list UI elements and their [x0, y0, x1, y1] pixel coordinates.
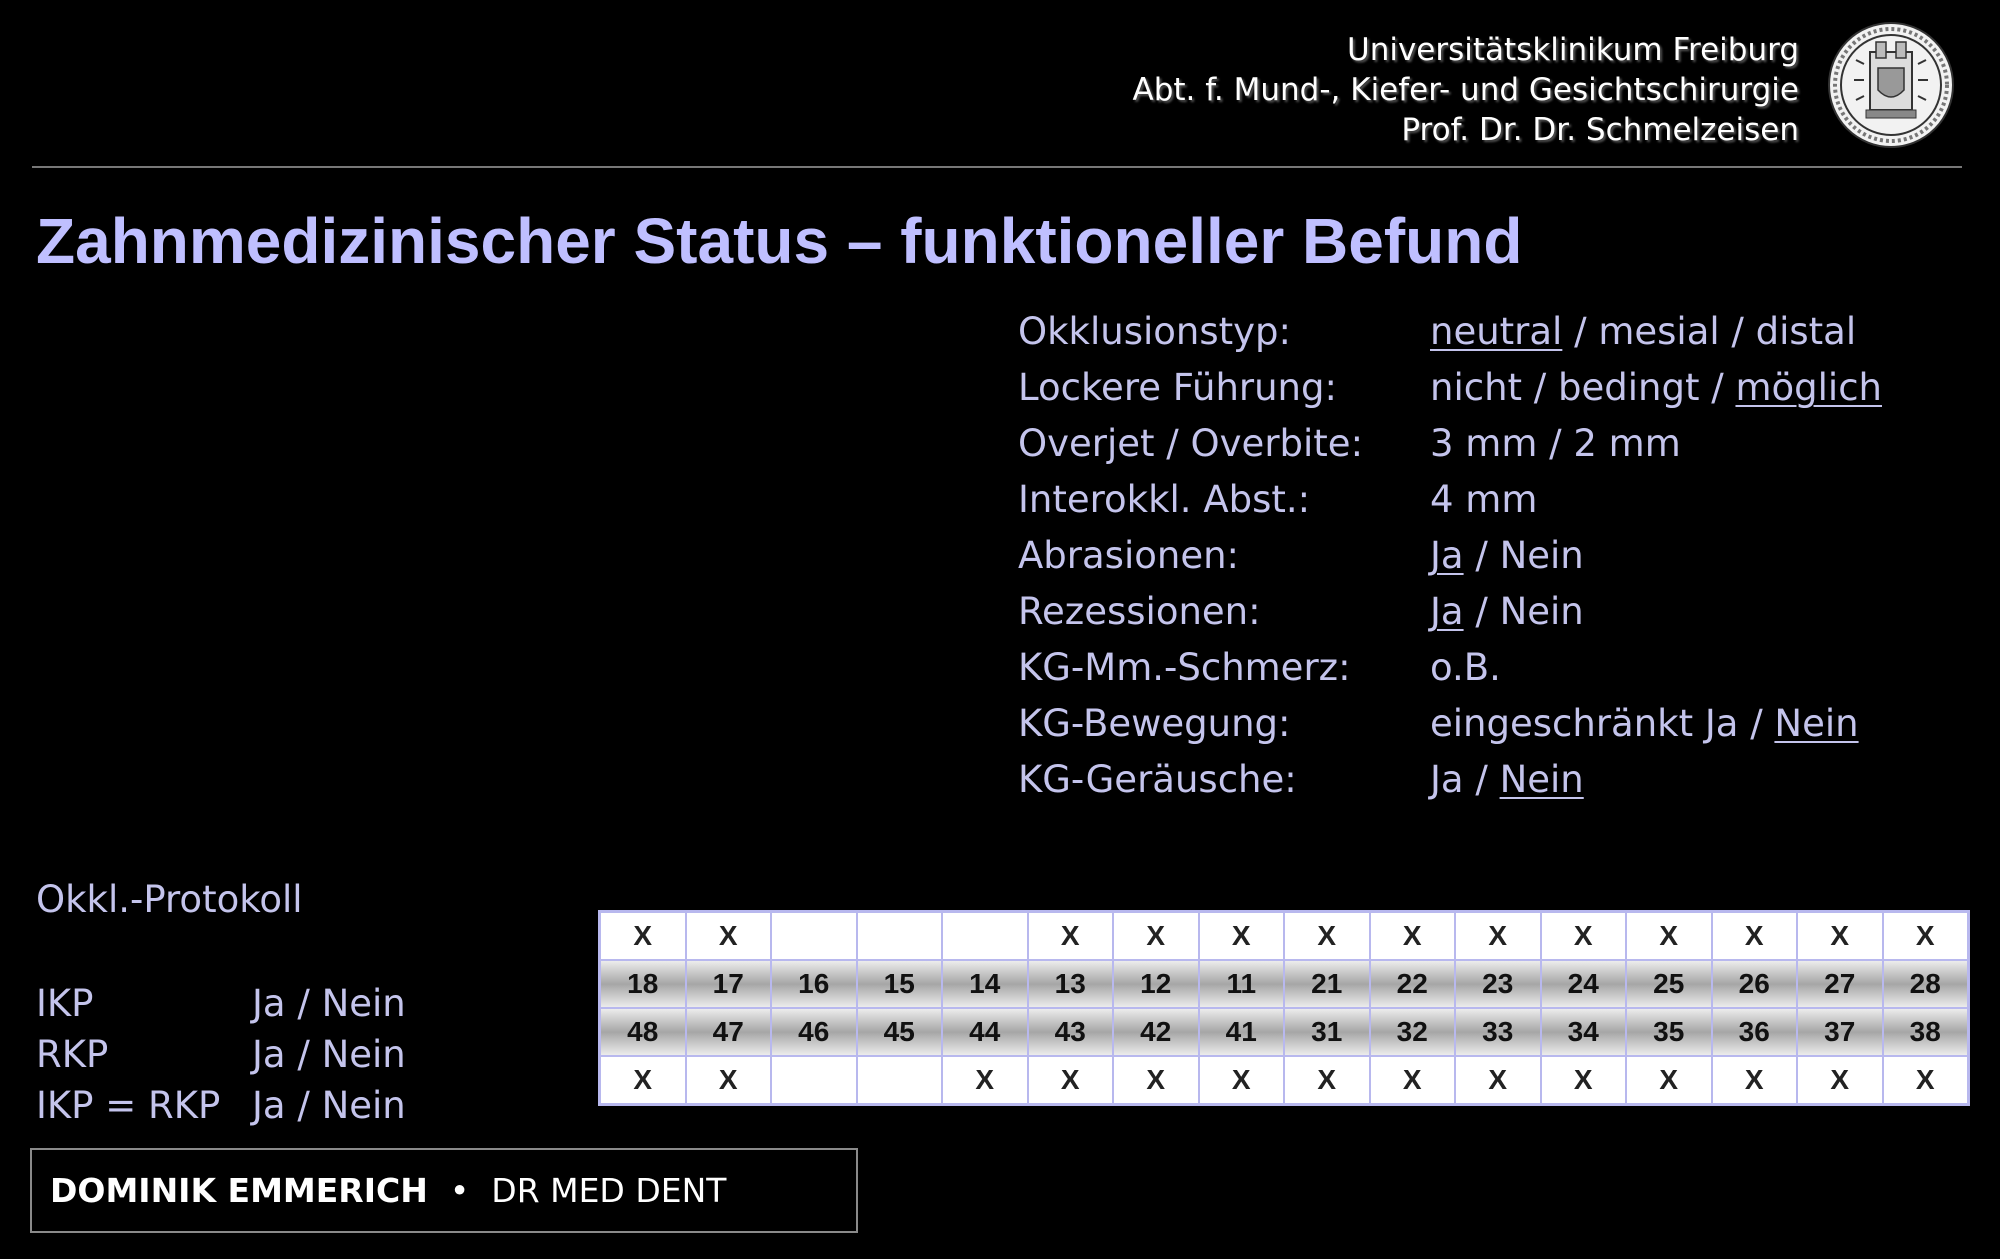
finding-label: Lockere Führung:: [1018, 366, 1337, 409]
upper-tooth-number: 13: [1028, 960, 1114, 1008]
finding-label: KG-Bewegung:: [1018, 702, 1291, 745]
upper-tooth-number: 14: [942, 960, 1028, 1008]
option-text: Ja /: [1430, 758, 1500, 801]
finding-label: Interokkl. Abst.:: [1018, 478, 1311, 521]
option-text: / mesial / distal: [1562, 310, 1857, 353]
ikp-row: [36, 978, 406, 1029]
upper-mark-cell: X: [1541, 912, 1627, 961]
finding-value: [1430, 584, 1584, 640]
finding-label: Rezessionen:: [1018, 590, 1261, 633]
lower-mark-cell: X: [1883, 1056, 1969, 1105]
author-degree: DR MED DENT: [491, 1171, 727, 1210]
lower-mark-cell: X: [1028, 1056, 1114, 1105]
okkl-protokoll-list: [36, 978, 406, 1131]
okkl-protokoll-title: Okkl.-Protokoll: [36, 878, 303, 921]
option-text: / Nein: [1463, 590, 1584, 633]
lower-tooth-number: 48: [600, 1008, 686, 1056]
author-name: DOMINIK EMMERICH: [50, 1171, 428, 1210]
finding-label: KG-Mm.-Schmerz:: [1018, 646, 1351, 689]
finding-row: [1018, 640, 1882, 696]
finding-value: [1430, 416, 1681, 472]
rkp-label: RKP: [36, 1033, 109, 1076]
lower-mark-cell: X: [600, 1056, 686, 1105]
option-text: o.B.: [1430, 646, 1501, 689]
lower-mark-cell: X: [1284, 1056, 1370, 1105]
lower-mark-cell: X: [1113, 1056, 1199, 1105]
upper-mark-cell: X: [1797, 912, 1883, 961]
selected-option: Ja: [1430, 590, 1464, 633]
lower-tooth-number: 41: [1199, 1008, 1285, 1056]
finding-label: Okklusionstyp:: [1018, 310, 1291, 353]
page-title: Zahnmedizinischer Status – funktioneller Befund: [36, 205, 1523, 277]
upper-tooth-number: 17: [686, 960, 772, 1008]
lower-tooth-number: 31: [1284, 1008, 1370, 1056]
teeth-row-upper-marks: [600, 912, 1969, 961]
footer-bullet: •: [449, 1171, 470, 1210]
lower-mark-cell: X: [1199, 1056, 1285, 1105]
lower-mark-cell: X: [1797, 1056, 1883, 1105]
author-footer: [30, 1148, 858, 1233]
lower-mark-cell: X: [1370, 1056, 1456, 1105]
rkp-value: Ja / Nein: [252, 1033, 406, 1076]
upper-tooth-number: 12: [1113, 960, 1199, 1008]
finding-value: [1430, 640, 1501, 696]
header-divider: [32, 166, 1962, 168]
option-text: / Nein: [1463, 534, 1584, 577]
upper-mark-cell: X: [686, 912, 772, 961]
lower-tooth-number: 47: [686, 1008, 772, 1056]
finding-row: [1018, 360, 1882, 416]
option-text: 3 mm / 2 mm: [1430, 422, 1681, 465]
lower-mark-cell: X: [942, 1056, 1028, 1105]
teeth-row-lower-marks: [600, 1056, 1969, 1105]
upper-mark-cell: [942, 912, 1028, 961]
upper-tooth-number: 24: [1541, 960, 1627, 1008]
teeth-occlusion-table: [598, 910, 1970, 1106]
ikp-value: Ja / Nein: [252, 982, 406, 1025]
lower-mark-cell: X: [686, 1056, 772, 1105]
upper-tooth-number: 22: [1370, 960, 1456, 1008]
lower-mark-cell: X: [1712, 1056, 1798, 1105]
finding-row: [1018, 696, 1882, 752]
lower-mark-cell: X: [1455, 1056, 1541, 1105]
rkp-row: [36, 1029, 406, 1080]
teeth-row-upper-numbers: [600, 960, 1969, 1008]
upper-mark-cell: X: [1370, 912, 1456, 961]
professor-name: Prof. Dr. Dr. Schmelzeisen: [1401, 112, 1799, 148]
upper-mark-cell: X: [1284, 912, 1370, 961]
upper-mark-cell: X: [1028, 912, 1114, 961]
upper-tooth-number: 21: [1284, 960, 1370, 1008]
lower-tooth-number: 42: [1113, 1008, 1199, 1056]
lower-tooth-number: 46: [771, 1008, 857, 1056]
finding-row: [1018, 752, 1882, 808]
upper-mark-cell: X: [1199, 912, 1285, 961]
lower-tooth-number: 43: [1028, 1008, 1114, 1056]
selected-option: Ja: [1430, 534, 1464, 577]
option-text: eingeschränkt Ja /: [1430, 702, 1775, 745]
upper-mark-cell: [771, 912, 857, 961]
upper-tooth-number: 27: [1797, 960, 1883, 1008]
lower-tooth-number: 45: [857, 1008, 943, 1056]
ikp-equals-rkp-label: IKP = RKP: [36, 1084, 221, 1127]
upper-tooth-number: 25: [1626, 960, 1712, 1008]
lower-tooth-number: 35: [1626, 1008, 1712, 1056]
ikp-equals-rkp-value: Ja / Nein: [252, 1084, 406, 1127]
finding-row: [1018, 584, 1882, 640]
ikp-equals-rkp-row: [36, 1080, 406, 1131]
upper-tooth-number: 15: [857, 960, 943, 1008]
lower-mark-cell: [771, 1056, 857, 1105]
lower-tooth-number: 34: [1541, 1008, 1627, 1056]
upper-mark-cell: X: [1455, 912, 1541, 961]
upper-tooth-number: 26: [1712, 960, 1798, 1008]
finding-label: Abrasionen:: [1018, 534, 1240, 577]
lower-mark-cell: X: [1626, 1056, 1712, 1105]
finding-row: [1018, 528, 1882, 584]
lower-tooth-number: 33: [1455, 1008, 1541, 1056]
selected-option: Nein: [1499, 758, 1584, 801]
upper-tooth-number: 16: [771, 960, 857, 1008]
finding-row: [1018, 416, 1882, 472]
finding-value: [1430, 360, 1882, 416]
finding-value: [1430, 696, 1859, 752]
upper-tooth-number: 28: [1883, 960, 1969, 1008]
upper-mark-cell: X: [1626, 912, 1712, 961]
university-seal-icon: [1826, 20, 1956, 150]
finding-value: [1430, 472, 1537, 528]
teeth-row-lower-numbers: [600, 1008, 1969, 1056]
option-text: nicht / bedingt /: [1430, 366, 1736, 409]
lower-tooth-number: 36: [1712, 1008, 1798, 1056]
upper-tooth-number: 18: [600, 960, 686, 1008]
finding-value: [1430, 528, 1584, 584]
findings-list: [1018, 304, 1882, 808]
selected-option: möglich: [1735, 366, 1882, 409]
finding-row: [1018, 472, 1882, 528]
lower-tooth-number: 38: [1883, 1008, 1969, 1056]
ikp-label: IKP: [36, 982, 94, 1025]
finding-row: [1018, 304, 1882, 360]
upper-mark-cell: X: [1712, 912, 1798, 961]
lower-mark-cell: [857, 1056, 943, 1105]
selected-option: neutral: [1430, 310, 1563, 353]
upper-mark-cell: [857, 912, 943, 961]
lower-mark-cell: X: [1541, 1056, 1627, 1105]
finding-label: Overjet / Overbite:: [1018, 422, 1364, 465]
institution-header: [799, 30, 1799, 150]
upper-tooth-number: 11: [1199, 960, 1285, 1008]
finding-value: [1430, 304, 1856, 360]
selected-option: Nein: [1774, 702, 1859, 745]
upper-tooth-number: 23: [1455, 960, 1541, 1008]
upper-mark-cell: X: [600, 912, 686, 961]
lower-tooth-number: 44: [942, 1008, 1028, 1056]
department-name: Abt. f. Mund-, Kiefer- und Gesichtschirurgie: [1132, 72, 1799, 108]
option-text: 4 mm: [1430, 478, 1538, 521]
lower-tooth-number: 37: [1797, 1008, 1883, 1056]
lower-tooth-number: 32: [1370, 1008, 1456, 1056]
institution-name: Universitätsklinikum Freiburg: [1347, 32, 1799, 68]
finding-label: KG-Geräusche:: [1018, 758, 1297, 801]
upper-mark-cell: X: [1113, 912, 1199, 961]
finding-value: [1430, 752, 1584, 808]
upper-mark-cell: X: [1883, 912, 1969, 961]
